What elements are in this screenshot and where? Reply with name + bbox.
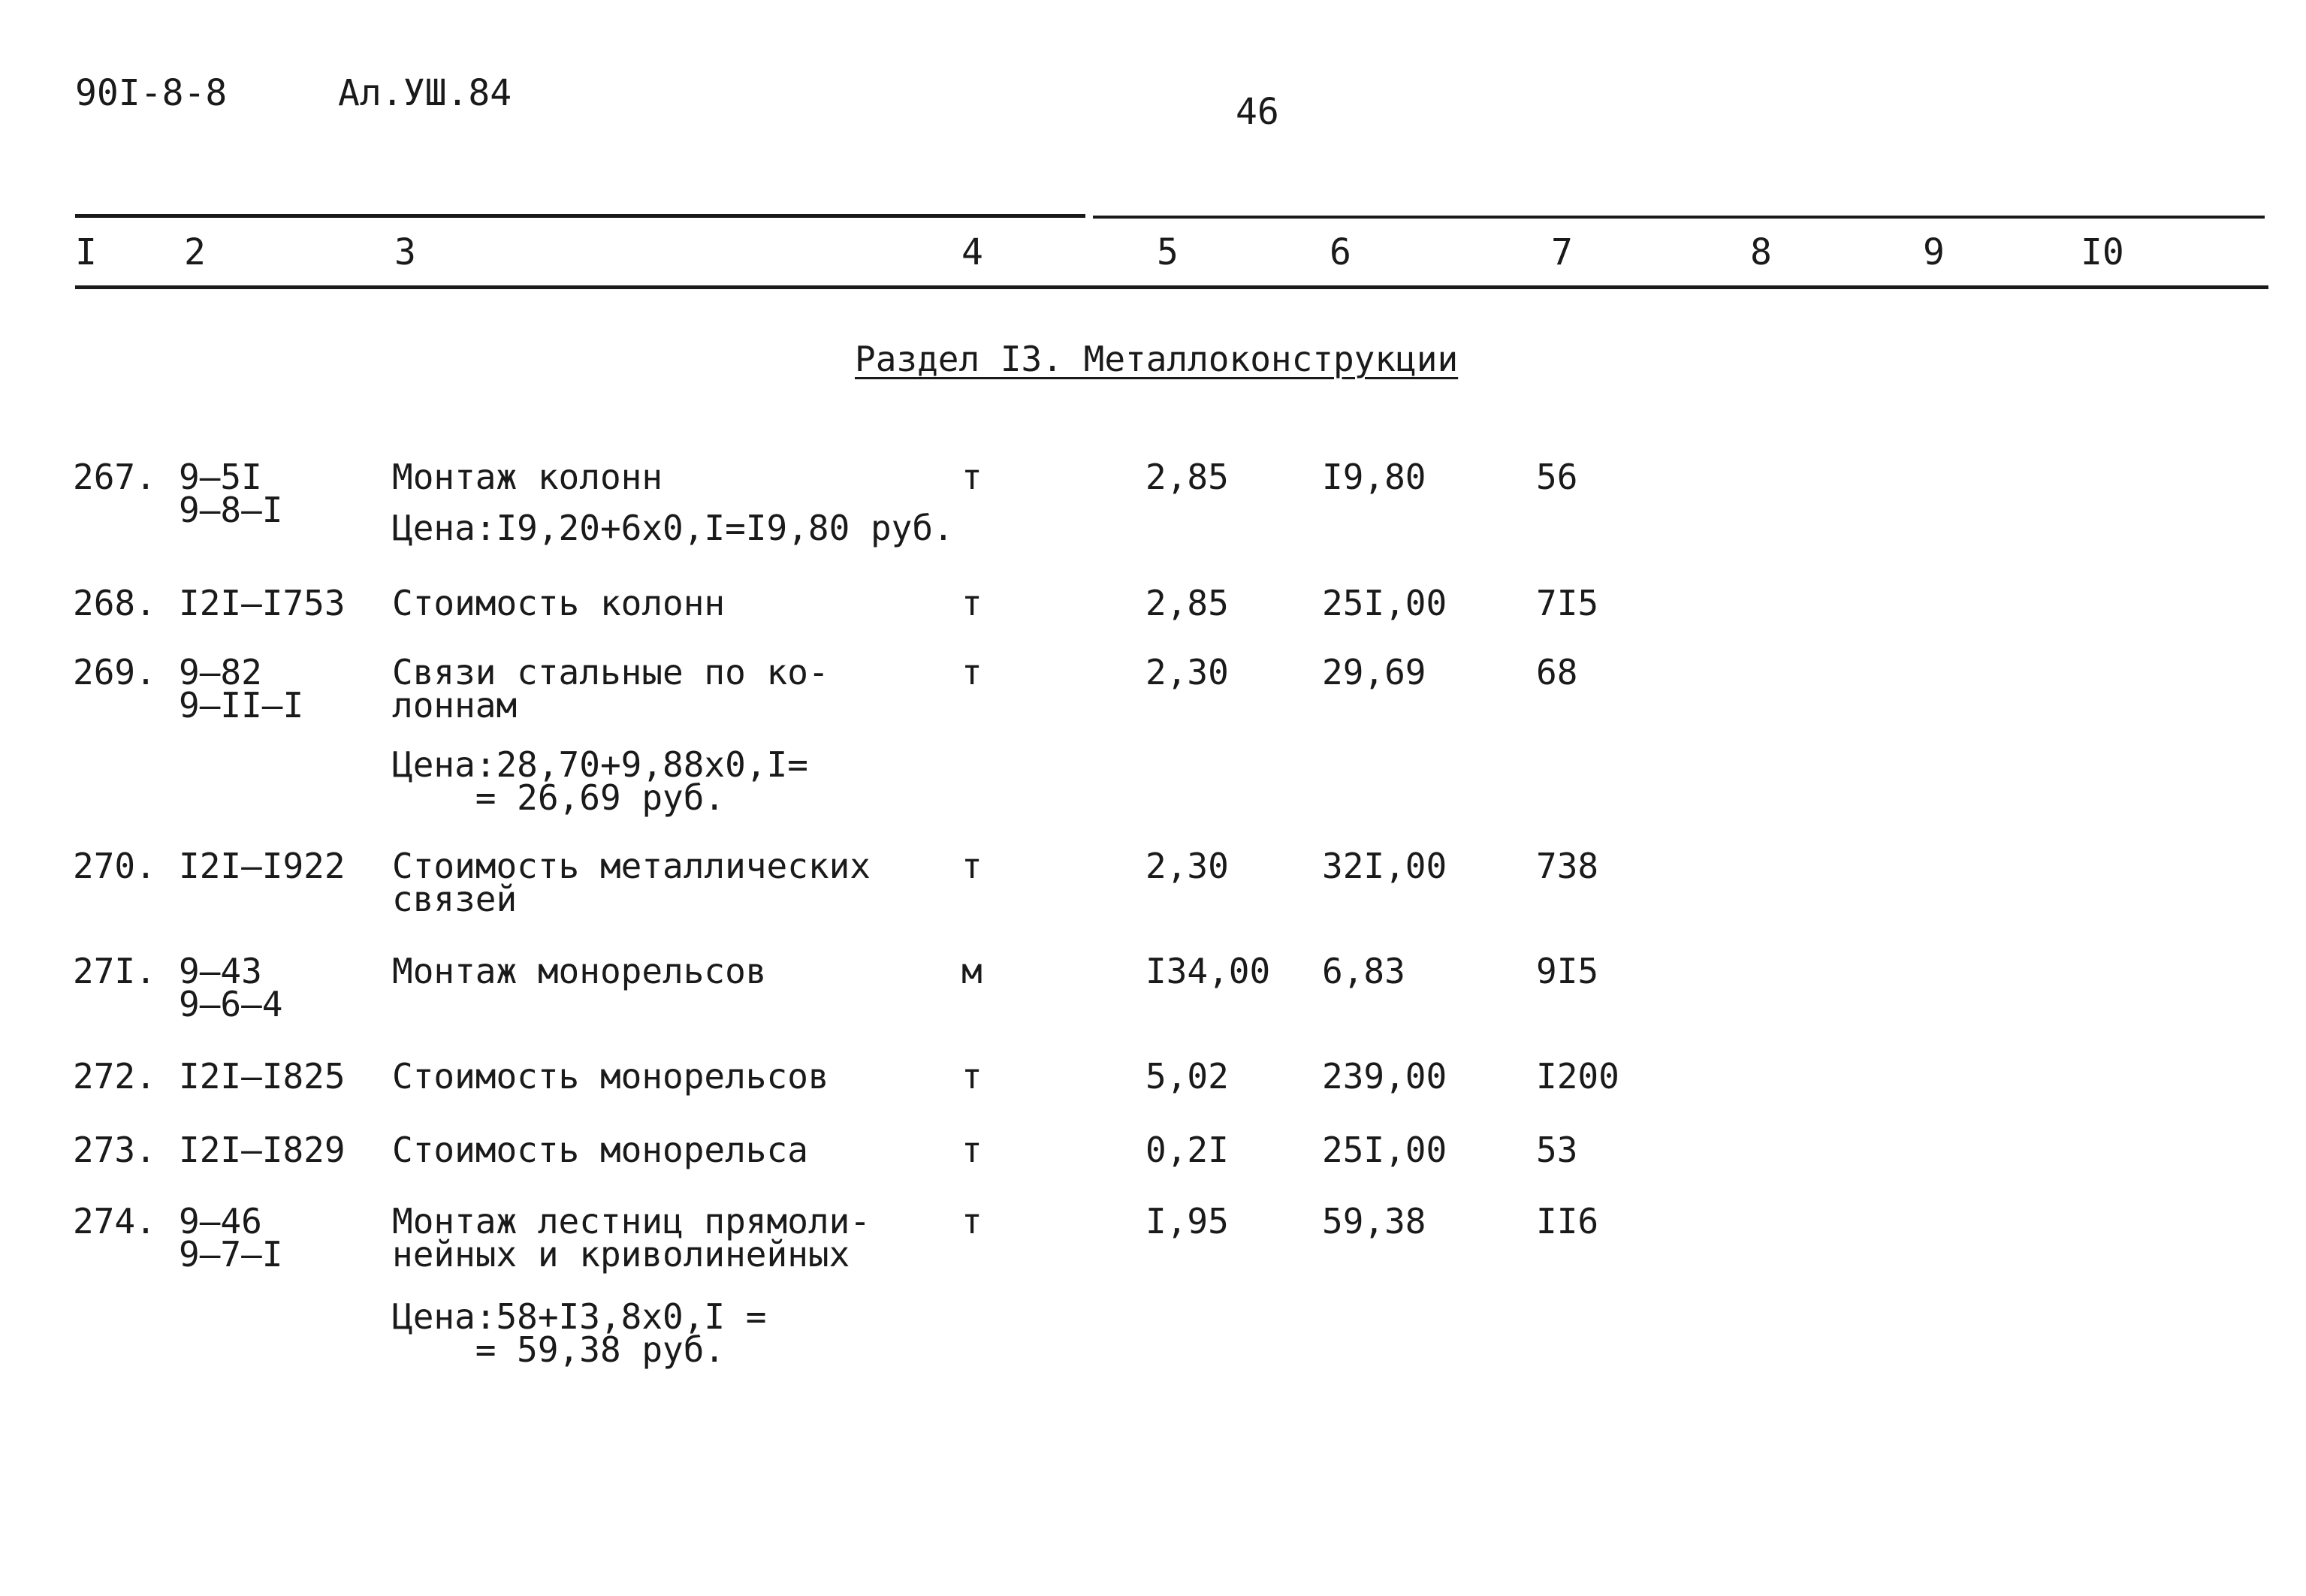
unit-price: 29,69 bbox=[1322, 652, 1426, 692]
album-code: Ал.УШ.84 bbox=[338, 72, 512, 114]
work-description: Монтаж монорельсов bbox=[392, 951, 767, 991]
column-number: 2 bbox=[184, 231, 206, 273]
work-description: Стоимость колонн bbox=[392, 583, 726, 623]
price-note: = 59,38 руб. bbox=[392, 1329, 726, 1370]
quantity: 2,30 bbox=[1145, 846, 1229, 886]
column-number: I bbox=[75, 231, 97, 273]
work-description: нейных и криволинейных bbox=[392, 1234, 850, 1275]
rate-code: I2I–I825 bbox=[179, 1056, 346, 1097]
row-number: 268. bbox=[73, 583, 156, 623]
rate-code: 9–II–I bbox=[179, 685, 304, 726]
unit-price: 59,38 bbox=[1322, 1201, 1426, 1242]
rate-code: 9–7–I bbox=[179, 1234, 283, 1275]
work-description: Монтаж лестниц прямоли- bbox=[392, 1201, 871, 1242]
row-number: 269. bbox=[73, 652, 156, 692]
total-cost: 9I5 bbox=[1536, 951, 1599, 991]
column-number: 8 bbox=[1750, 231, 1772, 273]
rate-code: I2I–I753 bbox=[179, 583, 346, 623]
price-note: Цена:I9,20+6х0,I=I9,80 руб. bbox=[392, 508, 954, 548]
quantity: 2,85 bbox=[1145, 457, 1229, 497]
column-number: I0 bbox=[2081, 231, 2124, 273]
unit: т bbox=[961, 583, 982, 623]
header-top-rule-right bbox=[1093, 216, 2265, 219]
quantity: I,95 bbox=[1145, 1201, 1229, 1242]
rate-code: 9–43 bbox=[179, 951, 262, 991]
unit: м bbox=[961, 951, 982, 991]
page-number: 46 bbox=[1236, 91, 1279, 133]
row-number: 270. bbox=[73, 846, 156, 886]
column-number: 3 bbox=[394, 231, 416, 273]
row-number: 274. bbox=[73, 1201, 156, 1242]
unit-price: 32I,00 bbox=[1322, 846, 1447, 886]
work-description: Монтаж колонн bbox=[392, 457, 663, 497]
unit-price: 6,83 bbox=[1322, 951, 1405, 991]
section-title: Раздел I3. Металлоконструкции bbox=[855, 339, 1459, 379]
row-number: 273. bbox=[73, 1130, 156, 1170]
quantity: 0,2I bbox=[1145, 1130, 1229, 1170]
column-number: 9 bbox=[1923, 231, 1945, 273]
unit: т bbox=[961, 652, 982, 692]
column-number: 4 bbox=[961, 231, 983, 273]
quantity: 2,85 bbox=[1145, 583, 1229, 623]
row-number: 27I. bbox=[73, 951, 156, 991]
quantity: I34,00 bbox=[1145, 951, 1271, 991]
header-top-rule-left bbox=[75, 214, 1085, 218]
header-bottom-rule bbox=[75, 285, 2268, 289]
unit: т bbox=[961, 1130, 982, 1170]
total-cost: 68 bbox=[1536, 652, 1578, 692]
rate-code: I2I–I922 bbox=[179, 846, 346, 886]
unit-price: I9,80 bbox=[1322, 457, 1426, 497]
rate-code: 9–82 bbox=[179, 652, 262, 692]
work-description: Стоимость металлических bbox=[392, 846, 871, 886]
column-number: 6 bbox=[1330, 231, 1351, 273]
work-description: Стоимость монорельса bbox=[392, 1130, 808, 1170]
price-note: = 26,69 руб. bbox=[392, 777, 726, 818]
unit-price: 25I,00 bbox=[1322, 583, 1447, 623]
total-cost: 56 bbox=[1536, 457, 1578, 497]
price-note: Цена:58+I3,8х0,I = bbox=[392, 1296, 767, 1337]
rate-code: 9–8–I bbox=[179, 490, 283, 530]
quantity: 2,30 bbox=[1145, 652, 1229, 692]
work-description: связей bbox=[392, 879, 518, 919]
rate-code: 9–5I bbox=[179, 457, 262, 497]
row-number: 267. bbox=[73, 457, 156, 497]
total-cost: I200 bbox=[1536, 1056, 1619, 1097]
document-code: 90I-8-8 bbox=[75, 72, 228, 114]
total-cost: 7I5 bbox=[1536, 583, 1599, 623]
rate-code: 9–46 bbox=[179, 1201, 262, 1242]
column-number: 7 bbox=[1551, 231, 1573, 273]
rate-code: I2I–I829 bbox=[179, 1130, 346, 1170]
unit: т bbox=[961, 1201, 982, 1242]
work-description: Стоимость монорельсов bbox=[392, 1056, 829, 1097]
unit-price: 239,00 bbox=[1322, 1056, 1447, 1097]
total-cost: 738 bbox=[1536, 846, 1599, 886]
work-description: Связи стальные по ко- bbox=[392, 652, 829, 692]
unit: т bbox=[961, 1056, 982, 1097]
total-cost: II6 bbox=[1536, 1201, 1599, 1242]
rate-code: 9–6–4 bbox=[179, 984, 283, 1024]
work-description: лоннам bbox=[392, 685, 518, 726]
quantity: 5,02 bbox=[1145, 1056, 1229, 1097]
row-number: 272. bbox=[73, 1056, 156, 1097]
unit: т bbox=[961, 457, 982, 497]
total-cost: 53 bbox=[1536, 1130, 1578, 1170]
unit-price: 25I,00 bbox=[1322, 1130, 1447, 1170]
unit: т bbox=[961, 846, 982, 886]
price-note: Цена:28,70+9,88х0,I= bbox=[392, 744, 808, 785]
column-number: 5 bbox=[1157, 231, 1179, 273]
